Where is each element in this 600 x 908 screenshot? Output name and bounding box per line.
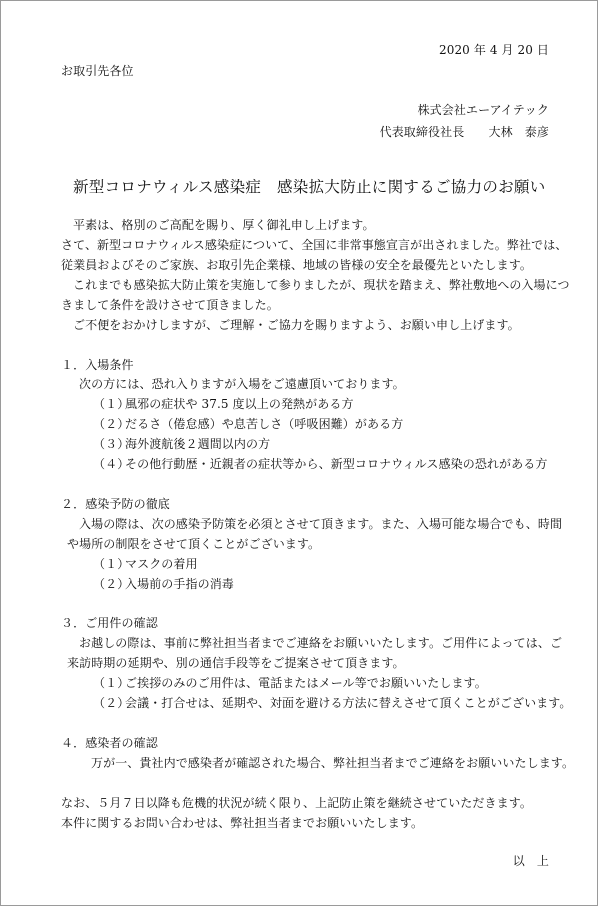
list-item-text: マスクの着用 xyxy=(125,557,198,571)
company-name: 株式会社エーアイテック xyxy=(417,103,549,117)
intro-line: これまでも感染拡大防止策を実施して参りましたが、現状を踏まえ、弊社敷地への入場につ xyxy=(73,278,570,292)
list-item-text: 風邪の症状や 37.5 度以上の発熱がある方 xyxy=(125,397,354,411)
list-item-text: その他行動歴・近親者の症状等から、新型コロナウィルス感染の恐れがある方 xyxy=(125,457,548,471)
recipient: お取引先各位 xyxy=(61,64,134,78)
section-body: や場所の制限をさせて頂くことがございます。 xyxy=(67,537,321,551)
closing-line: 本件に関するお問い合わせは、弊社担当者までお願いいたします。 xyxy=(61,816,424,830)
intro-line: きまして条件を設けさせて頂きました。 xyxy=(61,298,279,312)
section-heading: ２．感染予防の徹底 xyxy=(61,497,170,511)
list-item-text: 海外渡航後２週間以内の方 xyxy=(125,437,271,451)
list-item xyxy=(93,396,354,412)
section-body: 来訪時期の延期や、別の通信手段等をご提案させて頂きます。 xyxy=(67,656,405,670)
list-item-number: （４） xyxy=(93,457,130,471)
list-item xyxy=(93,556,198,572)
list-item-number: （１） xyxy=(93,397,130,411)
document-title: 新型コロナウィルス感染症 感染拡大防止に関するご協力のお願い xyxy=(73,178,546,196)
section-heading: ４．感染者の確認 xyxy=(61,736,158,750)
list-item-number: （２） xyxy=(93,577,130,591)
section-body: 次の方には、恐れ入りますが入場をご遠慮頂いております。 xyxy=(79,377,405,391)
list-item xyxy=(93,675,487,691)
date: 2020 年 4 月 20 日 xyxy=(438,43,549,57)
section-heading: １．入場条件 xyxy=(61,358,134,372)
list-item-text: 入場前の手指の消毒 xyxy=(125,577,234,591)
list-item-number: （３） xyxy=(93,437,130,451)
intro-line: 従業員およびそのご家族、お取引先企業様、地域の皆様の安全を最優先といたします。 xyxy=(61,258,532,272)
section-body: お越しの際は、事前に弊社担当者までご連絡をお願いいたします。ご用件によっては、ご xyxy=(79,636,563,650)
list-item-number: （１） xyxy=(93,557,130,571)
end-mark: 以 上 xyxy=(512,854,549,868)
list-item xyxy=(93,576,234,592)
list-item-text: 会議・打合せは、延期や、対面を避ける方法に替えさせて頂くことがございます。 xyxy=(125,696,572,710)
list-item-number: （２） xyxy=(93,696,130,710)
section-body: 万が一、貴社内で感染者が確認された場合、弊社担当者までご連絡をお願いいたします。 xyxy=(91,756,575,770)
list-item-text: だるさ（倦怠感）や息苦しさ（呼吸困難）がある方 xyxy=(125,417,404,431)
representative: 代表取締役社長 大林 泰彦 xyxy=(379,125,549,139)
list-item xyxy=(93,416,403,432)
intro-line: 平素は、格別のご高配を賜り、厚く御礼申し上げます。 xyxy=(73,218,375,232)
list-item-text: ご挨拶のみのご用件は、電話またはメール等でお願いいたします。 xyxy=(125,676,487,690)
list-item xyxy=(93,456,547,472)
list-item xyxy=(93,695,572,711)
intro-line: ご不便をおかけしますが、ご理解・ご協力を賜りますよう、お願い申し上げます。 xyxy=(73,318,520,332)
intro-line: さて、新型コロナウィルス感染症について、全国に非常事態宣言が出されました。弊社では、 xyxy=(61,238,568,252)
section-body: 入場の際は、次の感染予防策を必須とさせて頂きます。また、入場可能な場合でも、時間 xyxy=(79,517,563,531)
list-item-number: （２） xyxy=(93,417,130,431)
section-heading: ３．ご用件の確認 xyxy=(61,616,158,630)
list-item xyxy=(93,436,270,452)
closing-line: なお、５月７日以降も危機的状況が続く限り、上記防止策を継続させていただきます。 xyxy=(61,796,532,810)
list-item-number: （１） xyxy=(93,676,130,690)
